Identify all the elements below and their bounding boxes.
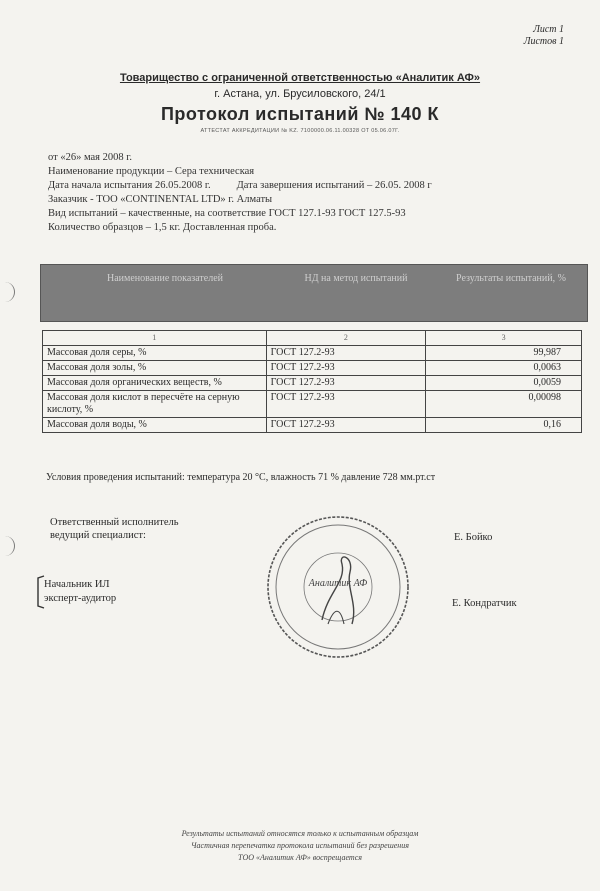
column-number: 3	[426, 331, 582, 346]
test-result: 0,0059	[426, 376, 582, 391]
table-header-bar	[40, 264, 588, 322]
test-method: ГОСТ 127.2-93	[266, 346, 426, 361]
product-name: Наименование продукции – Сера техническая	[48, 166, 255, 177]
header-method: НД на метод испытаний	[304, 273, 408, 284]
responsible-performer-label	[50, 516, 179, 542]
sheet-counter	[524, 24, 564, 48]
organization-address: г. Астана, ул. Брусиловского, 24/1	[214, 88, 386, 100]
header-result: Результаты испытаний, %	[456, 273, 566, 284]
responsible-position: ведущий специалист:	[50, 530, 146, 541]
results-table	[42, 330, 582, 433]
lab-head-name: Е. Кондратчик	[452, 598, 517, 609]
responsible-name: Е. Бойко	[454, 532, 493, 543]
test-method: ГОСТ 127.2-93	[266, 391, 426, 418]
test-conditions: Условия проведения испытаний: температура 20 °С, влажность 71 % давление 728 мм.рт.ст	[46, 472, 436, 483]
sheet-number: Лист 1	[533, 24, 564, 35]
lab-head-label	[44, 578, 116, 606]
test-end-date: Дата завершения испытаний – 26.05. 2008 г	[236, 180, 432, 191]
test-method: ГОСТ 127.2-93	[266, 376, 426, 391]
test-result: 0,0063	[426, 361, 582, 376]
indicator-name: Массовая доля органических веществ, %	[43, 376, 267, 391]
lab-head-title: Начальник ИЛ	[44, 579, 110, 590]
sample-quantity: Количество образцов – 1,5 кг. Доставленная проба.	[48, 222, 277, 233]
test-method: ГОСТ 127.2-93	[266, 361, 426, 376]
client-name: Заказчик - ТОО «CONTINENTAL LTD» г. Алматы	[48, 194, 273, 205]
test-result: 0,16	[426, 418, 582, 433]
test-result: 99,987	[426, 346, 582, 361]
indicator-name: Массовая доля серы, %	[43, 346, 267, 361]
protocol-date: от «26» мая 2008 г.	[48, 152, 133, 163]
indicator-name: Массовая доля золы, %	[43, 361, 267, 376]
table-row	[43, 361, 582, 376]
accreditation-line: АТТЕСТАТ АККРЕДИТАЦИИ № KZ. 7100000.06.11.00328 ОТ 05.06.07Г.	[200, 128, 400, 134]
column-number: 2	[266, 331, 426, 346]
table-column-numbers	[43, 331, 582, 346]
footer-line: Частичная перепечатка протокола испытаний без разрешения	[191, 841, 409, 850]
header-indicator-name: Наименование показателей	[106, 273, 223, 284]
test-type: Вид испытаний – качественные, на соответствие ГОСТ 127.1-93 ГОСТ 127.5-93	[48, 208, 406, 219]
table-row	[43, 391, 582, 418]
sheet-total: Листов 1	[523, 36, 564, 47]
test-dates	[48, 180, 432, 191]
column-number: 1	[43, 331, 267, 346]
stamp-text: Аналитик АФ	[308, 578, 368, 589]
footer-line: ТОО «Аналитик АФ» воспрещается	[238, 853, 362, 862]
document-footer	[0, 828, 600, 864]
organization-stamp	[258, 512, 418, 662]
organization-name: Товарищество с ограниченной ответственностью «Аналитик АФ»	[119, 72, 481, 84]
test-method: ГОСТ 127.2-93	[266, 418, 426, 433]
footer-line: Результаты испытаний относятся только к испытанным образцам	[181, 829, 419, 838]
indicator-name: Массовая доля воды, %	[43, 418, 267, 433]
table-row	[43, 376, 582, 391]
document-title: Протокол испытаний № 140 К	[160, 104, 440, 124]
table-row	[43, 346, 582, 361]
indicator-name: Массовая доля кислот в пересчёте на серную кислоту, %	[43, 391, 267, 418]
test-start-date: Дата начала испытания 26.05.2008 г.	[48, 180, 211, 191]
punch-hole-mark	[0, 536, 15, 556]
test-result: 0,00098	[426, 391, 582, 418]
punch-hole-mark	[0, 282, 15, 302]
responsible-title: Ответственный исполнитель	[50, 517, 179, 528]
table-row	[43, 418, 582, 433]
lab-head-position: эксперт-аудитор	[44, 593, 117, 604]
signature-bracket	[34, 574, 48, 610]
